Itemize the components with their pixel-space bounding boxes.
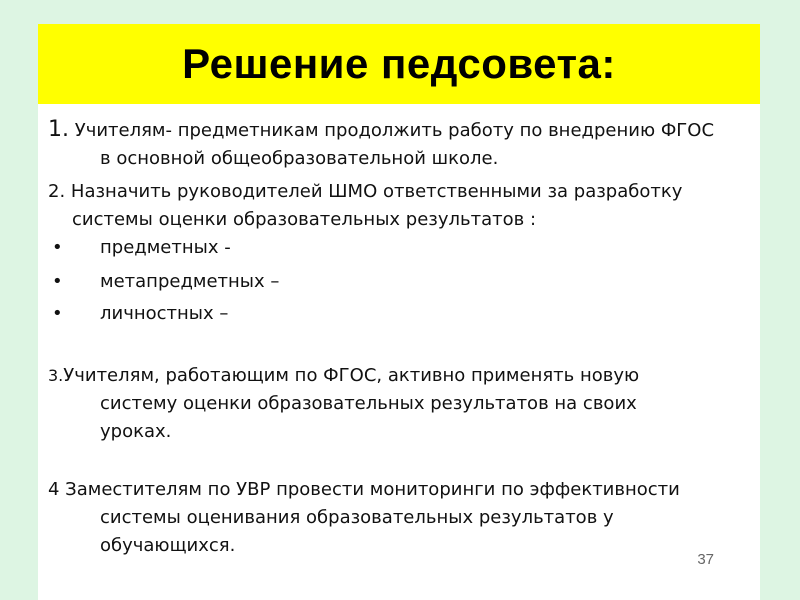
slide-title: Решение педсовета: xyxy=(182,40,616,87)
bullet-marker: • xyxy=(52,271,63,292)
item-text-line: обучающихся. xyxy=(100,535,236,556)
title-band xyxy=(38,24,760,104)
item-text-line: в основной общеобразовательной школе. xyxy=(100,148,499,169)
page-number: 37 xyxy=(697,551,714,568)
item-number: 3. xyxy=(48,366,64,385)
list-item-2 xyxy=(48,178,748,234)
item-number: 2. xyxy=(48,181,66,202)
bullet-text: предметных - xyxy=(100,237,231,258)
item-text-line: Учителям, работающим по ФГОС, активно применять новую xyxy=(63,365,640,386)
list-item-4 xyxy=(48,476,748,560)
content-panel xyxy=(38,104,760,600)
item-text-line: системы оценивания образовательных результатов у xyxy=(100,507,614,528)
item-text-line: Назначить руководителей ШМО ответственными за разработку xyxy=(70,181,683,202)
item-text-line: систему оценки образовательных результатов на своих xyxy=(100,393,637,414)
item-text-line: системы оценки образовательных результатов : xyxy=(72,209,537,230)
item-number: 1. xyxy=(48,117,69,142)
item-text-line: уроках. xyxy=(100,421,172,442)
list-item-1 xyxy=(48,116,748,173)
item-text-line: Заместителям по УВР провести мониторинги по эффективности xyxy=(59,479,680,500)
bullet-text: личностных – xyxy=(100,303,229,324)
bullet-marker: • xyxy=(52,303,63,324)
bullet-text: метапредметных – xyxy=(100,271,280,292)
item-text-line: Учителям- предметникам продолжить работу по внедрению ФГОС xyxy=(74,120,715,141)
list-item-3 xyxy=(48,362,748,446)
item-number: 4 xyxy=(48,479,60,500)
bullet-marker: • xyxy=(52,237,63,258)
